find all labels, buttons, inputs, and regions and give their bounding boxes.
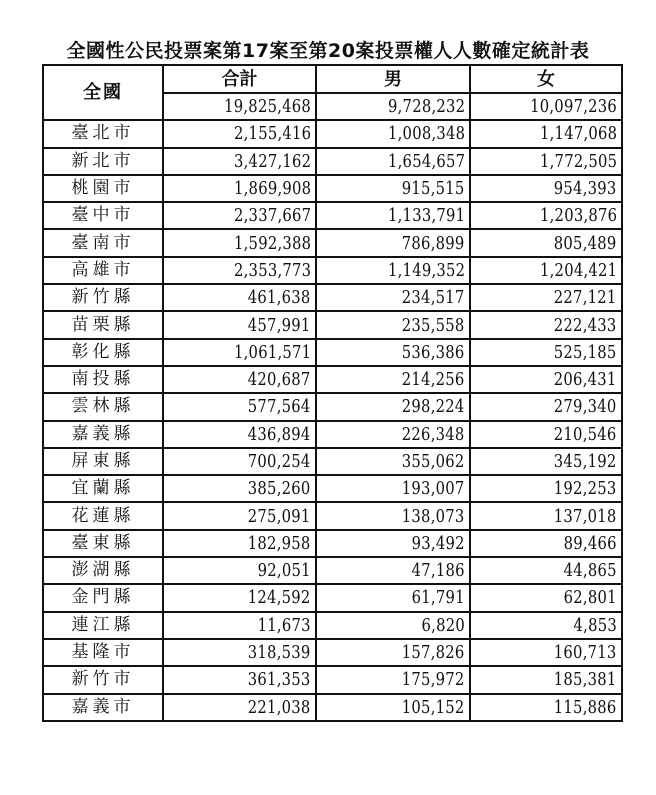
region-cell: 屏東縣 xyxy=(43,448,163,475)
region-cell: 基隆市 xyxy=(43,639,163,666)
region-cell: 臺北市 xyxy=(43,120,163,147)
female-cell: 137,018 xyxy=(470,502,622,529)
region-cell: 雲林縣 xyxy=(43,393,163,420)
region-cell: 高雄市 xyxy=(43,257,163,284)
female-cell: 206,431 xyxy=(470,366,622,393)
region-cell: 新竹縣 xyxy=(43,284,163,311)
male-cell: 175,972 xyxy=(316,666,470,693)
total-cell: 221,038 xyxy=(163,694,316,721)
male-cell: 1,008,348 xyxy=(316,120,470,147)
male-cell: 915,515 xyxy=(316,175,470,202)
male-cell: 61,791 xyxy=(316,584,470,611)
female-cell: 345,192 xyxy=(470,448,622,475)
total-cell: 420,687 xyxy=(163,366,316,393)
male-cell: 1,133,791 xyxy=(316,202,470,229)
total-cell: 124,592 xyxy=(163,584,316,611)
total-cell: 1,061,571 xyxy=(163,339,316,366)
female-cell: 805,489 xyxy=(470,229,622,256)
female-cell: 954,393 xyxy=(470,175,622,202)
male-cell: 1,654,657 xyxy=(316,148,470,175)
region-cell: 連江縣 xyxy=(43,612,163,639)
table-row xyxy=(43,366,622,393)
female-cell: 222,433 xyxy=(470,311,622,338)
female-cell: 279,340 xyxy=(470,393,622,420)
region-cell: 嘉義縣 xyxy=(43,421,163,448)
total-cell: 2,353,773 xyxy=(163,257,316,284)
female-cell: 115,886 xyxy=(470,694,622,721)
female-cell: 227,121 xyxy=(470,284,622,311)
male-cell: 1,149,352 xyxy=(316,257,470,284)
male-cell: 214,256 xyxy=(316,366,470,393)
header-row xyxy=(43,65,622,93)
total-cell: 2,155,416 xyxy=(163,120,316,147)
national-male: 9,728,232 xyxy=(316,93,470,120)
table-row xyxy=(43,502,622,529)
region-cell: 新竹市 xyxy=(43,666,163,693)
document-title: 全國性公民投票案第17案至第20案投票權人人數確定統計表 xyxy=(66,40,590,62)
male-cell: 47,186 xyxy=(316,557,470,584)
table-row xyxy=(43,530,622,557)
table-row xyxy=(43,612,622,639)
total-cell: 182,958 xyxy=(163,530,316,557)
region-cell: 桃園市 xyxy=(43,175,163,202)
female-cell: 1,147,068 xyxy=(470,120,622,147)
region-cell: 金門縣 xyxy=(43,584,163,611)
region-cell: 南投縣 xyxy=(43,366,163,393)
total-cell: 436,894 xyxy=(163,421,316,448)
female-cell: 210,546 xyxy=(470,421,622,448)
male-cell: 298,224 xyxy=(316,393,470,420)
column-header-male: 男 xyxy=(316,65,470,93)
region-cell: 苗栗縣 xyxy=(43,311,163,338)
total-cell: 361,353 xyxy=(163,666,316,693)
table-row xyxy=(43,448,622,475)
total-cell: 461,638 xyxy=(163,284,316,311)
table-row xyxy=(43,475,622,502)
female-cell: 1,203,876 xyxy=(470,202,622,229)
total-cell: 577,564 xyxy=(163,393,316,420)
male-cell: 138,073 xyxy=(316,502,470,529)
female-cell: 44,865 xyxy=(470,557,622,584)
female-cell: 1,772,505 xyxy=(470,148,622,175)
female-cell: 185,381 xyxy=(470,666,622,693)
male-cell: 93,492 xyxy=(316,530,470,557)
female-cell: 4,853 xyxy=(470,612,622,639)
male-cell: 226,348 xyxy=(316,421,470,448)
female-cell: 62,801 xyxy=(470,584,622,611)
table-row xyxy=(43,120,622,147)
total-cell: 318,539 xyxy=(163,639,316,666)
table-row xyxy=(43,229,622,256)
region-cell: 新北市 xyxy=(43,148,163,175)
total-cell: 275,091 xyxy=(163,502,316,529)
national-female: 10,097,236 xyxy=(470,93,622,120)
female-cell: 192,253 xyxy=(470,475,622,502)
voter-statistics-table xyxy=(42,64,623,722)
table-row xyxy=(43,257,622,284)
national-label: 全國 xyxy=(43,65,163,120)
table-row xyxy=(43,339,622,366)
total-cell: 92,051 xyxy=(163,557,316,584)
region-cell: 臺東縣 xyxy=(43,530,163,557)
table-row xyxy=(43,311,622,338)
total-cell: 1,592,388 xyxy=(163,229,316,256)
region-cell: 臺南市 xyxy=(43,229,163,256)
table-row xyxy=(43,284,622,311)
region-cell: 嘉義市 xyxy=(43,694,163,721)
table-row xyxy=(43,393,622,420)
total-cell: 700,254 xyxy=(163,448,316,475)
table-row xyxy=(43,202,622,229)
table-row xyxy=(43,666,622,693)
total-cell: 3,427,162 xyxy=(163,148,316,175)
male-cell: 786,899 xyxy=(316,229,470,256)
table-row xyxy=(43,421,622,448)
female-cell: 525,185 xyxy=(470,339,622,366)
table-row xyxy=(43,584,622,611)
table-row xyxy=(43,148,622,175)
table-row xyxy=(43,694,622,721)
total-cell: 457,991 xyxy=(163,311,316,338)
total-cell: 1,869,908 xyxy=(163,175,316,202)
region-cell: 臺中市 xyxy=(43,202,163,229)
female-cell: 89,466 xyxy=(470,530,622,557)
male-cell: 235,558 xyxy=(316,311,470,338)
region-cell: 宜蘭縣 xyxy=(43,475,163,502)
female-cell: 1,204,421 xyxy=(470,257,622,284)
table-row xyxy=(43,557,622,584)
total-cell: 2,337,667 xyxy=(163,202,316,229)
total-cell: 11,673 xyxy=(163,612,316,639)
region-cell: 花蓮縣 xyxy=(43,502,163,529)
national-total: 19,825,468 xyxy=(163,93,316,120)
female-cell: 160,713 xyxy=(470,639,622,666)
region-cell: 彰化縣 xyxy=(43,339,163,366)
male-cell: 355,062 xyxy=(316,448,470,475)
male-cell: 157,826 xyxy=(316,639,470,666)
male-cell: 6,820 xyxy=(316,612,470,639)
male-cell: 536,386 xyxy=(316,339,470,366)
region-cell: 澎湖縣 xyxy=(43,557,163,584)
column-header-total: 合計 xyxy=(163,65,316,93)
column-header-female: 女 xyxy=(470,65,622,93)
total-cell: 385,260 xyxy=(163,475,316,502)
male-cell: 234,517 xyxy=(316,284,470,311)
male-cell: 105,152 xyxy=(316,694,470,721)
male-cell: 193,007 xyxy=(316,475,470,502)
table-row xyxy=(43,639,622,666)
table-row xyxy=(43,175,622,202)
